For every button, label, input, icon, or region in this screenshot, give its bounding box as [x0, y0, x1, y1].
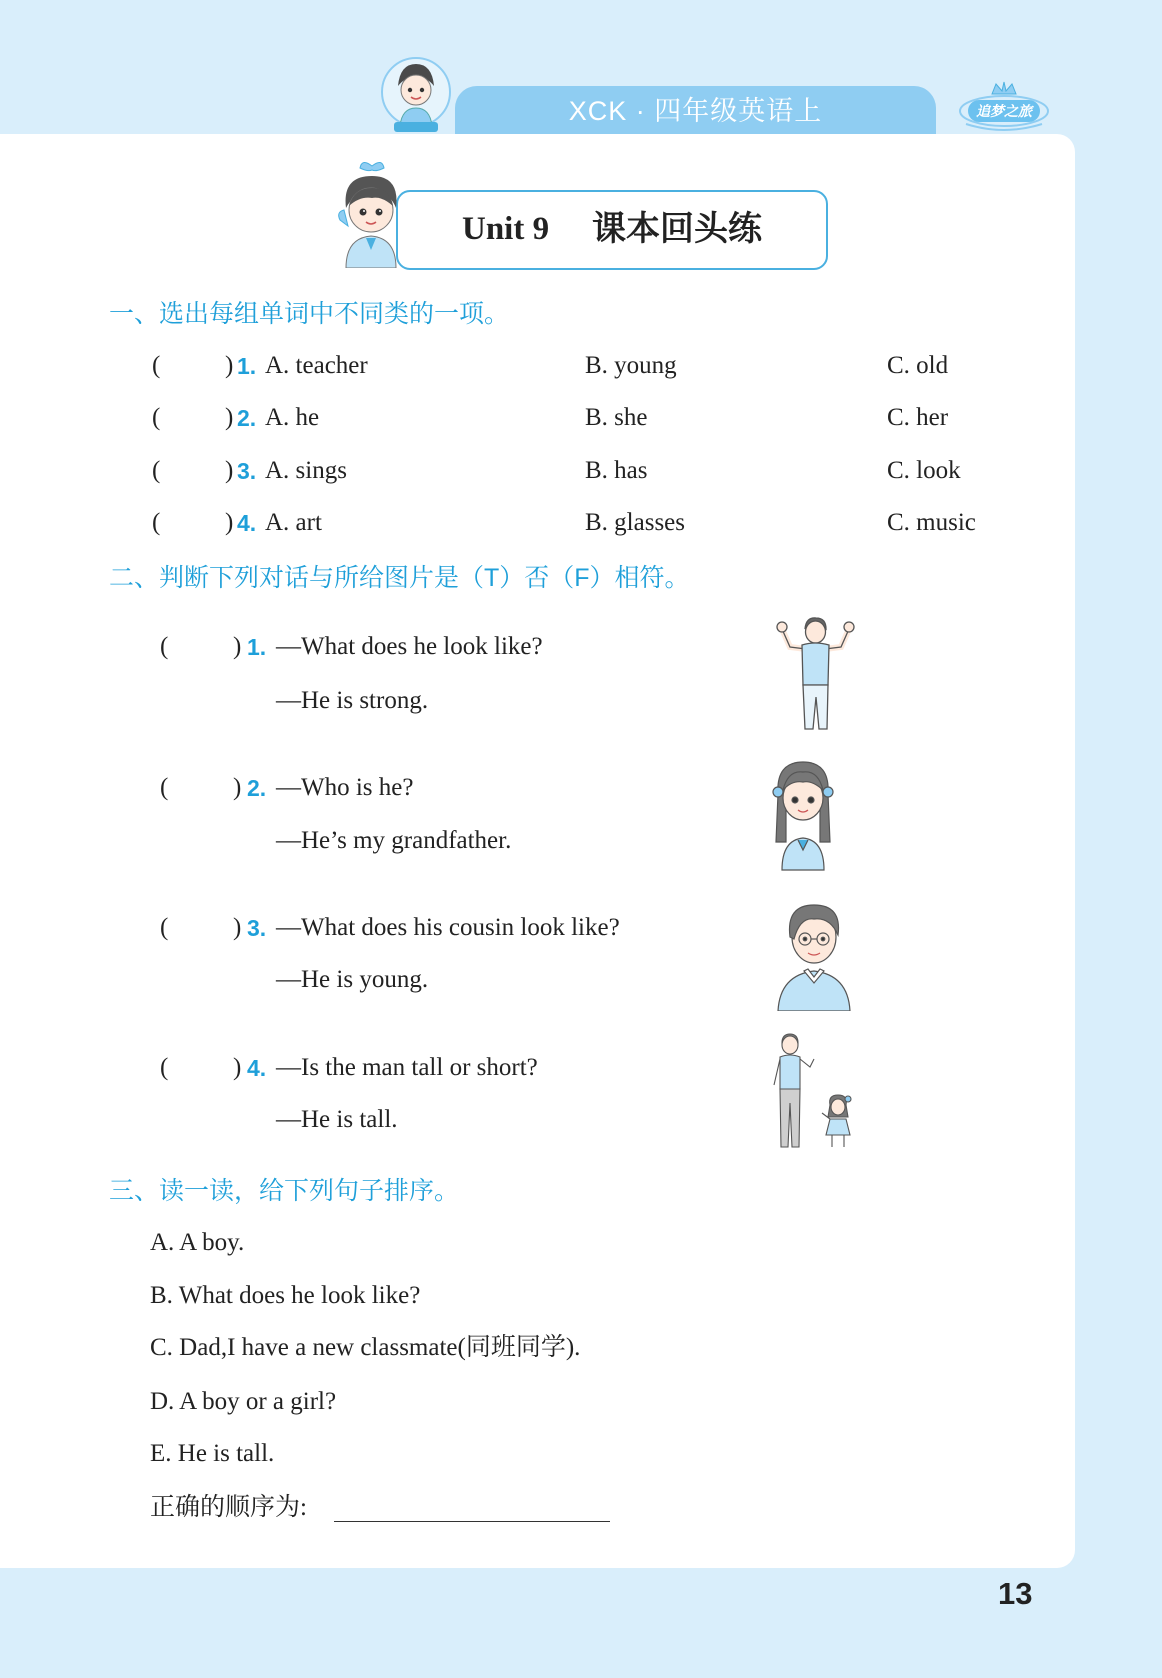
- answer-blank-open[interactable]: (: [160, 914, 169, 941]
- option-c: C. her: [887, 404, 949, 431]
- question-number: 3.: [247, 915, 267, 941]
- answer-label: 正确的顺序为:: [150, 1494, 307, 1521]
- option-c: C. music: [887, 509, 976, 536]
- question-row: [0, 402, 1075, 434]
- strong-boy-icon: [768, 615, 863, 733]
- answer-blank-open[interactable]: (: [160, 774, 169, 801]
- dialogue-line-2: —He is strong.: [276, 687, 429, 714]
- sentence-b: B. What does he look like?: [150, 1282, 421, 1309]
- question-row: [0, 507, 1075, 539]
- question-number: 2.: [237, 405, 257, 431]
- option-a: A. sings: [265, 457, 347, 484]
- sentence-d: D. A boy or a girl?: [150, 1388, 337, 1415]
- answer-blank-open[interactable]: (: [152, 509, 161, 536]
- question-number: 3.: [237, 458, 257, 484]
- header-title: XCK · 四年级英语上: [568, 96, 823, 126]
- question-number: 1.: [237, 353, 257, 379]
- answer-blank-close: ): [225, 352, 234, 379]
- dialogue-line-2: —He is young.: [276, 966, 429, 993]
- answer-blank-close: ): [225, 457, 234, 484]
- page-number: 13: [998, 1576, 1033, 1611]
- option-a: A. art: [265, 509, 322, 536]
- section2-heading: 二、判断下列对话与所给图片是（T）否（F）相符。: [109, 564, 690, 592]
- dialogue-line-1: —Is the man tall or short?: [276, 1054, 538, 1081]
- dialogue-line-1: —What does he look like?: [276, 633, 543, 660]
- brand-logo: [956, 80, 1052, 134]
- answer-blank-open[interactable]: (: [152, 404, 161, 431]
- list-item: [0, 1280, 1075, 1312]
- mascot-girl-icon: [332, 158, 410, 268]
- dialogue-line-2: —He’s my grandfather.: [276, 827, 512, 854]
- dialogue-line-1: —Who is he?: [276, 774, 414, 801]
- answer-row: [0, 1492, 1075, 1524]
- option-c: C. look: [887, 457, 961, 484]
- answer-blank-open[interactable]: (: [160, 1054, 169, 1081]
- answer-blank-close: ): [233, 1054, 242, 1081]
- question-number: 2.: [247, 775, 267, 801]
- answer-input-line[interactable]: [334, 1521, 610, 1522]
- question-number: 1.: [247, 634, 267, 660]
- dialogue-question: [0, 772, 1075, 804]
- man-and-girl-icon: [766, 1033, 860, 1151]
- section1-heading: 一、选出每组单词中不同类的一项。: [109, 300, 510, 328]
- dialogue-question: [0, 631, 1075, 663]
- unit-title-box: [396, 190, 828, 270]
- header-tab: [455, 86, 936, 134]
- option-b: B. young: [585, 352, 677, 379]
- answer-blank-close: ): [225, 404, 234, 431]
- dialogue-answer: [0, 825, 1075, 857]
- answer-blank-open[interactable]: (: [152, 457, 161, 484]
- sentence-c: C. Dad,I have a new classmate(同班同学).: [150, 1334, 581, 1361]
- answer-blank-open[interactable]: (: [160, 633, 169, 660]
- answer-blank-close: ): [233, 914, 242, 941]
- dialogue-answer: [0, 1104, 1075, 1136]
- dialogue-answer: [0, 685, 1075, 717]
- dialogue-answer: [0, 964, 1075, 996]
- logo-text: 追梦之旅: [968, 100, 1040, 122]
- option-a: A. he: [265, 404, 320, 431]
- option-b: B. she: [585, 404, 648, 431]
- list-item: [0, 1438, 1075, 1470]
- question-row: [0, 455, 1075, 487]
- sentence-a: A. A boy.: [150, 1229, 245, 1256]
- man-with-glasses-icon: [774, 899, 852, 1011]
- option-a: A. teacher: [265, 352, 368, 379]
- unit-title: 课本回头练: [592, 209, 762, 249]
- question-number: 4.: [247, 1055, 267, 1081]
- unit-number: Unit 9: [462, 211, 550, 247]
- answer-blank-close: ): [233, 633, 242, 660]
- mascot-boy-icon: [380, 52, 452, 134]
- question-row: [0, 350, 1075, 382]
- option-b: B. has: [585, 457, 648, 484]
- dialogue-line-2: —He is tall.: [276, 1106, 398, 1133]
- girl-with-bows-icon: [768, 754, 838, 872]
- option-c: C. old: [887, 352, 949, 379]
- answer-blank-open[interactable]: (: [152, 352, 161, 379]
- dialogue-question: [0, 1052, 1075, 1084]
- answer-blank-close: ): [225, 509, 234, 536]
- answer-blank-close: ): [233, 774, 242, 801]
- option-b: B. glasses: [585, 509, 685, 536]
- dialogue-question: [0, 912, 1075, 944]
- sentence-e: E. He is tall.: [150, 1440, 275, 1467]
- dialogue-line-1: —What does his cousin look like?: [276, 914, 620, 941]
- list-item: [0, 1386, 1075, 1418]
- list-item: [0, 1227, 1075, 1259]
- section3-heading: 三、读一读，给下列句子排序。: [109, 1177, 460, 1205]
- question-number: 4.: [237, 510, 257, 536]
- list-item: [0, 1332, 1075, 1364]
